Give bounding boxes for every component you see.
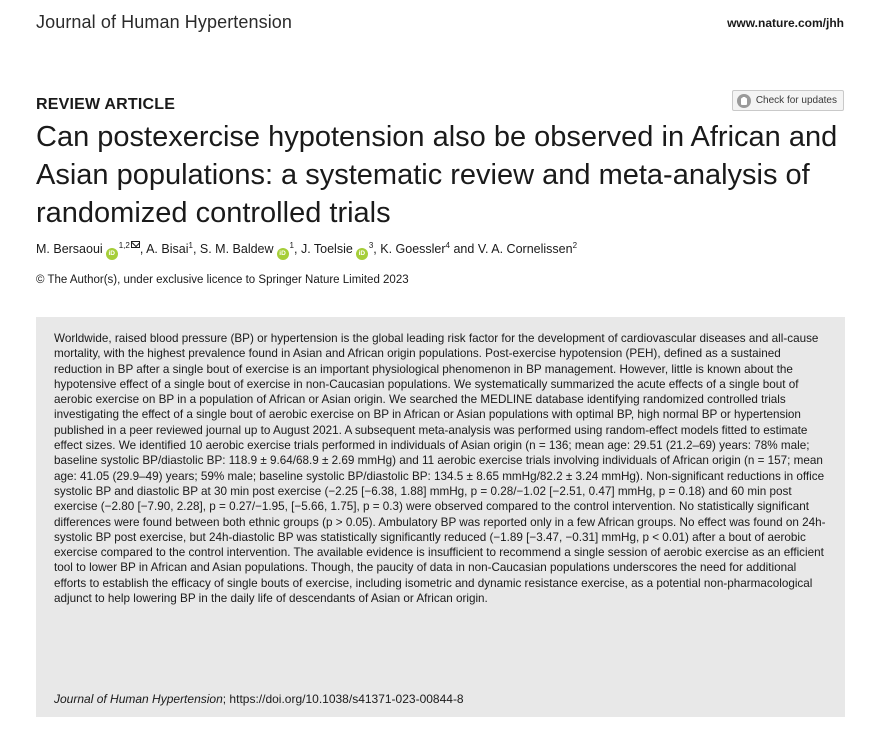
- citation-journal: Journal of Human Hypertension: [54, 692, 223, 706]
- journal-url[interactable]: www.nature.com/jhh: [727, 16, 844, 30]
- mail-icon[interactable]: [131, 241, 140, 248]
- citation: [54, 692, 464, 706]
- check-updates-icon: [737, 94, 751, 108]
- author-affiliation: 1: [289, 241, 294, 250]
- copyright-notice: © The Author(s), under exclusive licence to Springer Nature Limited 2023: [36, 274, 409, 286]
- author-list: M. Bersaoui iD$^{1,2}$ , A. Bisai$^1$, S. M. Baldew $iD^1$, J. Toelsie $iD^3$, K. Goessler$^4$ and V. A. Cornelissen$^2$: [36, 241, 856, 260]
- author-affiliation: 4: [445, 241, 450, 250]
- article-type: REVIEW ARTICLE: [36, 96, 176, 113]
- author-name[interactable]: S. M. Baldew: [199, 242, 274, 256]
- citation-doi[interactable]: ; https://doi.org/10.1038/s41371-023-00844-8: [222, 692, 464, 706]
- author-affiliation: 3: [368, 241, 374, 250]
- check-updates-label: Check for updates: [755, 95, 837, 106]
- orcid-icon[interactable]: iD: [356, 248, 368, 260]
- author-affiliation: 1,2: [118, 241, 130, 250]
- abstract-box: [36, 317, 845, 717]
- author-conjunction: and: [453, 242, 475, 256]
- author-name[interactable]: A. Bisai: [146, 242, 189, 256]
- author-name[interactable]: J. Toelsie: [300, 242, 353, 256]
- check-updates-button[interactable]: [732, 90, 844, 111]
- journal-name: Journal of Human Hypertension: [36, 12, 293, 32]
- author-name[interactable]: K. Goessler: [380, 242, 446, 256]
- author-affiliation: 2: [572, 241, 578, 250]
- author-name[interactable]: V. A. Cornelissen: [477, 242, 573, 256]
- orcid-icon[interactable]: iD: [106, 248, 118, 260]
- orcid-icon[interactable]: iD: [277, 248, 289, 260]
- article-title: Can postexercise hypotension also be observed in African and Asian populations: a systematic review and meta-analysis of randomized controlled trials: [36, 121, 838, 229]
- abstract-text: Worldwide, raised blood pressure (BP) or hypertension is the global leading risk factor for the development of cardiovascular diseases and all-cause mortality, with the highest prevalence found in Asian and African origin populations. Post-exercise hypotension (PEH), defined as a sustained reduction in BP after a single bout of exercise is an important physiological phenomenon in BP management. However, little is known about the hypotensive effect of a single bout of exercise in non-Caucasian populations. We systematically summarized the acute effects of a single bout of aerobic exercise on BP in a population of African or Asian origin. We searched the MEDLINE database identifying randomized controlled trials investigating the effect of a single bout of aerobic exercise on BP in African or Asian populations with optimal BP, high normal BP or hypertension published in a peer reviewed journal up to August 2021. A subsequent meta-analysis was performed using random-effect models fitted to estimate effect sizes. We identified 10 aerobic exercise trials performed in individuals of Asian origin (n = 136; mean age: 29.51 (21.2–69) years: 78% male; baseline systolic BP/diastolic BP: 118.9 ± 9.64/68.9 ± 2.69 mmHg) and 11 aerobic exercise trials involving individuals of African origin (n = 157; mean age: 41.05 (29.9–49) years; 59% male; baseline systolic BP/diastolic BP: 134.5 ± 8.65 mmHg/82.2 ± 3.24 mmHg). Non-significant reductions in office systolic BP and diastolic BP at 30 min post exercise (−2.25 [−6.38, 1.88] mmHg, p = 0.28/−1.02 [−2.51, 0.47] mmHg, p = 0.18) and 60 min post exercise (−2.80 [−7.90, 2.28], p = 0.27/−1.95, [−5.66, 1.75], p = 0.3) were observed compared to the control intervention. No statistically significant differences were found between both ethnic groups (p > 0.05). Ambulatory BP was reported only in a few African groups. No effect was found on 24h-systolic BP post exercise, but 24h-diastolic BP was statistically significantly reduced (−1.89 [−3.47, −0.31] mmHg, p < 0.01) after a bout of aerobic exercise compared to the control intervention. The available evidence is insufficient to recommend a single session of aerobic exercise as an efficient tool to lower BP in African and Asian populations. Though, the paucity of data in non-Caucasian populations underscores the need for additional efforts to establish the efficacy of single bouts of exercise, including isometric and dynamic resistance exercise, as a potential non-pharmacological adjunct to help lowering BP in the daily life of descendants of Asian or African origin.: [54, 332, 826, 606]
- author-name[interactable]: M. Bersaoui: [36, 242, 103, 256]
- author-affiliation: 1: [188, 241, 193, 250]
